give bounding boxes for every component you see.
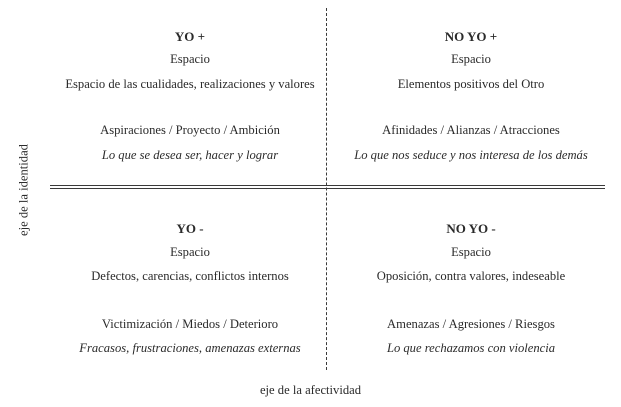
quadrant-no-yo-positive xyxy=(330,0,612,190)
quadrant-description: Espacio de las cualidades, realizaciones y valores xyxy=(65,77,315,91)
quadrant-title: NO YO + xyxy=(444,29,498,44)
quadrant-no-yo-negative xyxy=(330,190,612,370)
identity-axis-label: eje de la identidad xyxy=(16,144,31,236)
quadrant-subtitle: Espacio xyxy=(170,245,210,259)
quadrant-note: Lo que nos seduce y nos interesa de los demás xyxy=(354,148,588,162)
quadrant-description: Elementos positivos del Otro xyxy=(397,77,545,91)
affectivity-axis-label: eje de la afectividad xyxy=(259,383,362,397)
quadrant-title: YO + xyxy=(174,29,206,44)
vertical-dashed-divider xyxy=(326,8,327,370)
quadrant-items: Amenazas / Agresiones / Riesgos xyxy=(387,317,555,331)
quadrant-items: Aspiraciones / Proyecto / Ambición xyxy=(100,123,280,137)
quadrant-items: Victimización / Miedos / Deterioro xyxy=(101,317,279,331)
quadrant-note: Lo que rechazamos con violencia xyxy=(386,341,556,355)
quadrant-subtitle: Espacio xyxy=(170,52,210,66)
quadrant-subtitle: Espacio xyxy=(451,245,491,259)
quadrant-description: Oposición, contra valores, indeseable xyxy=(376,269,566,283)
quadrant-title: YO - xyxy=(176,221,204,236)
quadrant-items: Afinidades / Alianzas / Atracciones xyxy=(382,123,560,137)
quadrant-subtitle: Espacio xyxy=(451,52,491,66)
horizontal-double-divider xyxy=(50,185,605,189)
quadrant-description: Defectos, carencias, conflictos internos xyxy=(91,269,289,283)
quadrant-note: Lo que se desea ser, hacer y lograr xyxy=(101,148,279,162)
quadrant-yo-positive xyxy=(50,0,330,190)
quadrant-note: Fracasos, frustraciones, amenazas externas xyxy=(79,341,301,355)
quadrant-yo-negative xyxy=(50,190,330,370)
quadrant-title: NO YO - xyxy=(446,221,496,236)
